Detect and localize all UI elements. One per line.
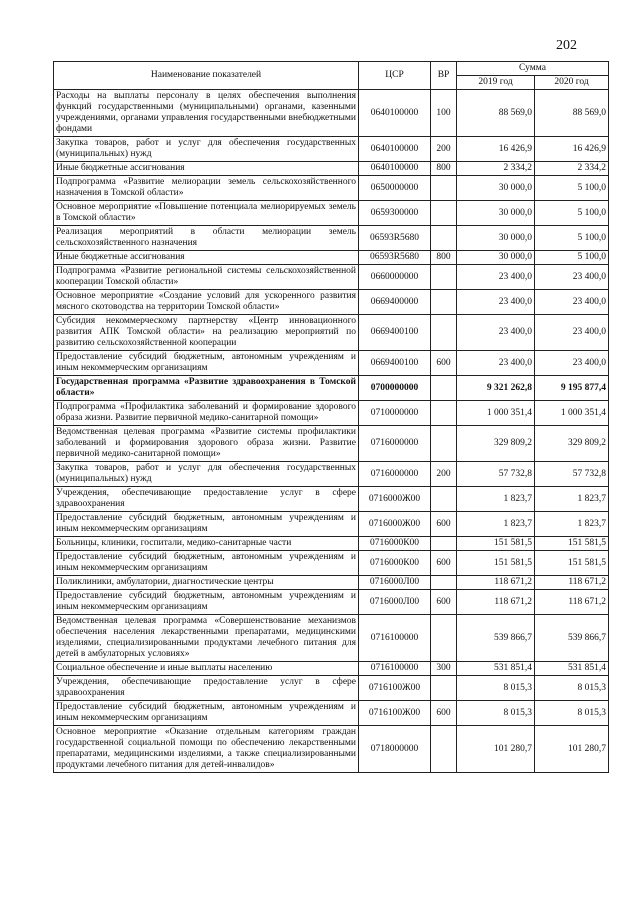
row-vr: 600 xyxy=(431,590,457,615)
row-csr: 0716000000 xyxy=(359,426,431,462)
row-name: Субсидия некоммерческому партнерству «Центр инновационного развития АПК Томской области» на реализацию мероприятий по развитию сельскохозяйственной кооперации xyxy=(54,315,359,351)
row-value-2020: 8 015,3 xyxy=(535,676,609,701)
row-value-2019: 1 823,7 xyxy=(457,487,535,512)
row-csr: 0669400100 xyxy=(359,315,431,351)
row-csr: 0716100000 xyxy=(359,615,431,662)
row-value-2020: 23 400,0 xyxy=(535,315,609,351)
row-name: Государственная программа «Развитие здравоохранения в Томской области» xyxy=(54,376,359,401)
row-csr: 0716000000 xyxy=(359,462,431,487)
row-value-2019: 9 321 262,8 xyxy=(457,376,535,401)
table-row xyxy=(54,676,609,701)
row-vr: 300 xyxy=(431,662,457,676)
table-row xyxy=(54,162,609,176)
header-vr: ВР xyxy=(431,62,457,90)
row-vr: 800 xyxy=(431,162,457,176)
table-row xyxy=(54,615,609,662)
row-vr xyxy=(431,676,457,701)
row-value-2020: 531 851,4 xyxy=(535,662,609,676)
row-value-2019: 30 000,0 xyxy=(457,201,535,226)
row-value-2019: 151 581,5 xyxy=(457,537,535,551)
row-vr xyxy=(431,537,457,551)
row-csr: 0718000000 xyxy=(359,726,431,773)
row-name: Социальное обеспечение и иные выплаты населению xyxy=(54,662,359,676)
table-row xyxy=(54,290,609,315)
row-name: Подпрограмма «Развитие региональной системы сельскохозяйственной кооперации Томской области» xyxy=(54,265,359,290)
row-vr xyxy=(431,726,457,773)
table-header-row xyxy=(54,62,609,76)
row-csr: 0716000Ж00 xyxy=(359,512,431,537)
row-csr: 0710000000 xyxy=(359,401,431,426)
row-csr: 0716100Ж00 xyxy=(359,676,431,701)
row-value-2020: 23 400,0 xyxy=(535,265,609,290)
row-value-2020: 1 823,7 xyxy=(535,512,609,537)
table-row xyxy=(54,90,609,137)
row-value-2019: 88 569,0 xyxy=(457,90,535,137)
table-row xyxy=(54,315,609,351)
row-value-2019: 16 426,9 xyxy=(457,137,535,162)
row-value-2020: 101 280,7 xyxy=(535,726,609,773)
row-vr xyxy=(431,401,457,426)
row-csr: 06593R5680 xyxy=(359,226,431,251)
row-name: Больницы, клиники, госпитали, медико-санитарные части xyxy=(54,537,359,551)
row-vr: 600 xyxy=(431,551,457,576)
row-value-2020: 16 426,9 xyxy=(535,137,609,162)
table-row xyxy=(54,137,609,162)
row-value-2020: 9 195 877,4 xyxy=(535,376,609,401)
table-row xyxy=(54,351,609,376)
row-value-2019: 118 671,2 xyxy=(457,590,535,615)
row-vr: 600 xyxy=(431,512,457,537)
row-name: Учреждения, обеспечивающие предоставление услуг в сфере здравоохранения xyxy=(54,487,359,512)
table-body xyxy=(54,90,609,773)
row-name: Предоставление субсидий бюджетным, автономным учреждениям и иным некоммерческим организациям xyxy=(54,351,359,376)
row-name: Закупка товаров, работ и услуг для обеспечения государственных (муниципальных) нужд xyxy=(54,137,359,162)
row-value-2020: 329 809,2 xyxy=(535,426,609,462)
row-value-2019: 1 000 351,4 xyxy=(457,401,535,426)
row-vr xyxy=(431,290,457,315)
row-vr: 600 xyxy=(431,351,457,376)
row-value-2019: 8 015,3 xyxy=(457,676,535,701)
row-name: Подпрограмма «Профилактика заболеваний и формирование здорового образа жизни. Развитие первичной медико-санитарной помощи» xyxy=(54,401,359,426)
row-value-2019: 30 000,0 xyxy=(457,251,535,265)
row-vr xyxy=(431,487,457,512)
row-csr: 0640100000 xyxy=(359,162,431,176)
row-csr: 0650000000 xyxy=(359,176,431,201)
row-csr: 0716000К00 xyxy=(359,551,431,576)
table-row xyxy=(54,201,609,226)
row-vr xyxy=(431,315,457,351)
row-value-2020: 151 581,5 xyxy=(535,551,609,576)
row-value-2020: 539 866,7 xyxy=(535,615,609,662)
row-value-2019: 57 732,8 xyxy=(457,462,535,487)
row-value-2019: 23 400,0 xyxy=(457,315,535,351)
row-name: Основное мероприятие «Оказание отдельным категориям граждан государственной социальной помощи по обеспечению лекарственными препаратами, медицинскими изделиями, а также специализированными продуктами лечебного питания для детей-инвалидов» xyxy=(54,726,359,773)
row-value-2019: 30 000,0 xyxy=(457,226,535,251)
row-value-2019: 8 015,3 xyxy=(457,701,535,726)
row-value-2020: 1 823,7 xyxy=(535,487,609,512)
table-row xyxy=(54,512,609,537)
table-row xyxy=(54,251,609,265)
row-csr: 0660000000 xyxy=(359,265,431,290)
row-csr: 0716000Л00 xyxy=(359,590,431,615)
row-name: Предоставление субсидий бюджетным, автономным учреждениям и иным некоммерческим организациям xyxy=(54,512,359,537)
row-vr: 200 xyxy=(431,137,457,162)
row-csr: 0640100000 xyxy=(359,90,431,137)
row-value-2020: 5 100,0 xyxy=(535,251,609,265)
row-value-2020: 118 671,2 xyxy=(535,590,609,615)
row-name: Предоставление субсидий бюджетным, автономным учреждениям и иным некоммерческим организациям xyxy=(54,590,359,615)
row-vr: 800 xyxy=(431,251,457,265)
row-vr: 100 xyxy=(431,90,457,137)
row-csr: 0700000000 xyxy=(359,376,431,401)
row-csr: 0716000Л00 xyxy=(359,576,431,590)
row-value-2019: 23 400,0 xyxy=(457,351,535,376)
table-row xyxy=(54,590,609,615)
table-row xyxy=(54,226,609,251)
table-row xyxy=(54,376,609,401)
row-value-2019: 2 334,2 xyxy=(457,162,535,176)
row-vr xyxy=(431,615,457,662)
row-value-2019: 539 866,7 xyxy=(457,615,535,662)
row-name: Ведомственная целевая программа «Развитие системы профилактики заболеваний и формирования здорового образа жизни. Развитие первичной медико-санитарной помощи» xyxy=(54,426,359,462)
row-value-2020: 5 100,0 xyxy=(535,226,609,251)
row-name: Подпрограмма «Развитие мелиорации земель сельскохозяйственного назначения в Томской области» xyxy=(54,176,359,201)
header-csr: ЦСР xyxy=(359,62,431,90)
header-sum: Сумма xyxy=(457,62,609,76)
row-value-2019: 329 809,2 xyxy=(457,426,535,462)
table-row xyxy=(54,176,609,201)
row-csr: 06593R5680 xyxy=(359,251,431,265)
row-csr: 0640100000 xyxy=(359,137,431,162)
header-2020: 2020 год xyxy=(535,76,609,90)
header-2019: 2019 год xyxy=(457,76,535,90)
header-name: Наименование показателей xyxy=(54,62,359,90)
table-row xyxy=(54,462,609,487)
table-row xyxy=(54,576,609,590)
table-row xyxy=(54,426,609,462)
row-csr: 0716100000 xyxy=(359,662,431,676)
table-row xyxy=(54,726,609,773)
row-value-2019: 23 400,0 xyxy=(457,265,535,290)
row-name: Предоставление субсидий бюджетным, автономным учреждениям и иным некоммерческим организациям xyxy=(54,701,359,726)
row-vr xyxy=(431,576,457,590)
row-value-2020: 5 100,0 xyxy=(535,176,609,201)
row-csr: 0716000К00 xyxy=(359,537,431,551)
row-name: Учреждения, обеспечивающие предоставление услуг в сфере здравоохранения xyxy=(54,676,359,701)
table-row xyxy=(54,662,609,676)
row-csr: 0669400100 xyxy=(359,351,431,376)
table-row xyxy=(54,265,609,290)
table-row xyxy=(54,551,609,576)
row-value-2020: 8 015,3 xyxy=(535,701,609,726)
row-csr: 0716000Ж00 xyxy=(359,487,431,512)
table-row xyxy=(54,537,609,551)
row-csr: 0659300000 xyxy=(359,201,431,226)
row-csr: 0716100Ж00 xyxy=(359,701,431,726)
row-value-2019: 531 851,4 xyxy=(457,662,535,676)
row-vr: 600 xyxy=(431,701,457,726)
row-name: Основное мероприятие «Повышение потенциала мелиорируемых земель в Томской области» xyxy=(54,201,359,226)
row-name: Расходы на выплаты персоналу в целях обеспечения выполнения функций государственными (муниципальными) органами, казенными учреждениями, органами управления государственными внебюджетными фондами xyxy=(54,90,359,137)
row-value-2020: 1 000 351,4 xyxy=(535,401,609,426)
row-value-2020: 2 334,2 xyxy=(535,162,609,176)
row-value-2020: 57 732,8 xyxy=(535,462,609,487)
row-value-2019: 23 400,0 xyxy=(457,290,535,315)
row-value-2020: 5 100,0 xyxy=(535,201,609,226)
row-vr xyxy=(431,201,457,226)
row-vr xyxy=(431,426,457,462)
row-name: Поликлиники, амбулатории, диагностические центры xyxy=(54,576,359,590)
row-name: Реализация мероприятий в области мелиорации земель сельскохозяйственного назначения xyxy=(54,226,359,251)
row-vr xyxy=(431,226,457,251)
row-vr xyxy=(431,265,457,290)
row-name: Иные бюджетные ассигнования xyxy=(54,251,359,265)
row-value-2020: 118 671,2 xyxy=(535,576,609,590)
row-vr: 200 xyxy=(431,462,457,487)
row-csr: 0669400000 xyxy=(359,290,431,315)
row-value-2020: 88 569,0 xyxy=(535,90,609,137)
budget-table xyxy=(53,61,609,773)
row-vr xyxy=(431,176,457,201)
row-name: Основное мероприятие «Создание условий для ускоренного развития мясного скотоводства на территории Томской области» xyxy=(54,290,359,315)
row-name: Ведомственная целевая программа «Совершенствование механизмов обеспечения населения лекарственными препаратами, медицинскими изделиями, специализированными продуктами лечебного питания для детей в амбулаторных условиях» xyxy=(54,615,359,662)
row-vr xyxy=(431,376,457,401)
row-value-2019: 101 280,7 xyxy=(457,726,535,773)
table-row xyxy=(54,487,609,512)
row-name: Иные бюджетные ассигнования xyxy=(54,162,359,176)
row-value-2020: 23 400,0 xyxy=(535,351,609,376)
row-name: Закупка товаров, работ и услуг для обеспечения государственных (муниципальных) нужд xyxy=(54,462,359,487)
table-row xyxy=(54,401,609,426)
table-row xyxy=(54,701,609,726)
row-value-2019: 151 581,5 xyxy=(457,551,535,576)
row-value-2020: 23 400,0 xyxy=(535,290,609,315)
row-value-2020: 151 581,5 xyxy=(535,537,609,551)
page-number: 202 xyxy=(556,38,577,53)
row-value-2019: 1 823,7 xyxy=(457,512,535,537)
row-value-2019: 118 671,2 xyxy=(457,576,535,590)
row-name: Предоставление субсидий бюджетным, автономным учреждениям и иным некоммерческим организациям xyxy=(54,551,359,576)
row-value-2019: 30 000,0 xyxy=(457,176,535,201)
